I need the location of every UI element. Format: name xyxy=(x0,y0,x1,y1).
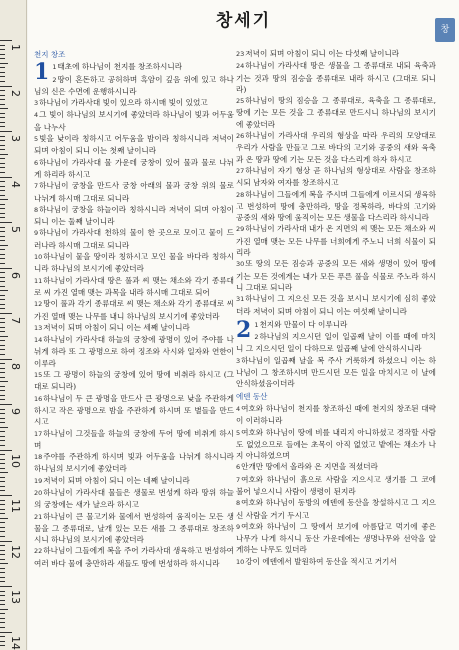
verse xyxy=(236,474,436,498)
verse-text: 하나님이 그들에게 복을 주어 가라사대 생육하고 번성하여 여러 바다 물에 충만하라 새들도 땅에 번성하라 하시니라 xyxy=(34,546,234,568)
ruler-tick xyxy=(0,427,8,428)
verse-number: 19 xyxy=(34,476,43,485)
verse-number: 5 xyxy=(236,428,241,437)
ruler-tick xyxy=(0,618,5,619)
verse xyxy=(34,545,234,569)
ruler-tick xyxy=(0,536,5,537)
verse xyxy=(34,251,234,275)
ruler-tick xyxy=(0,172,5,173)
ruler-tick xyxy=(0,591,5,592)
verse-text: 하나님이 가라사대 우리의 형상을 따라 우리의 모양대로 우리가 사람을 만들고 그로 바다의 고기와 공중의 새와 육축과 온 땅과 땅에 기는 모든 것을 다스리게 하자 하시고 xyxy=(236,131,436,164)
section-heading: 천지 창조 xyxy=(34,50,66,59)
verse-number: 22 xyxy=(34,547,43,556)
ruler-tick xyxy=(0,313,12,314)
ruler-tick xyxy=(0,222,12,223)
verse-number: 4 xyxy=(34,111,39,120)
verse xyxy=(34,97,234,109)
ruler-tick xyxy=(0,336,8,337)
verse xyxy=(34,298,234,322)
ruler-tick xyxy=(0,199,8,200)
verse xyxy=(236,521,436,556)
ruler-tick xyxy=(0,440,5,441)
verse-text: 땅이 혼돈하고 공허하며 흑암이 깊음 위에 있고 하나님의 신은 수면에 운행하시니라 xyxy=(34,74,234,96)
ruler-tick xyxy=(0,54,5,55)
ruler-tick xyxy=(0,163,5,164)
verse-text: 하나님이 일곱째 날을 복 주사 거룩하게 하셨으니 이는 하나님이 그 창조하시며 만드시던 모든 일을 마치시고 이 날에 안식하셨음이더라 xyxy=(236,355,436,389)
ruler-tick xyxy=(0,613,5,614)
verse xyxy=(236,258,436,293)
ruler-tick xyxy=(0,167,5,168)
ruler-tick xyxy=(0,208,5,209)
ruler-tick xyxy=(0,490,5,491)
ruler-tick xyxy=(0,368,5,369)
ruler-tick xyxy=(0,154,8,155)
verse xyxy=(34,133,234,157)
ruler-tick xyxy=(0,76,5,77)
verse-number: 30 xyxy=(236,260,245,269)
ruler-number: 11 xyxy=(9,499,22,513)
ruler-number: 10 xyxy=(9,453,22,468)
ruler-tick xyxy=(0,327,5,328)
ruler-tick xyxy=(0,550,5,551)
ruler-number: 6 xyxy=(9,271,22,279)
ruler-tick xyxy=(0,177,12,178)
ruler-tick xyxy=(0,359,12,360)
verse-number: 11 xyxy=(34,276,43,285)
ruler-tick xyxy=(0,340,5,341)
verse xyxy=(34,511,234,546)
verse-list xyxy=(236,48,436,317)
verse xyxy=(236,497,436,521)
ruler-tick xyxy=(0,513,5,514)
ruler-tick xyxy=(0,363,5,364)
ruler-tick xyxy=(0,45,5,46)
verse-text: 하나님이 자기 형상 곧 하나님의 형상대로 사람을 창조하시되 남자와 여자를 창조하시고 xyxy=(236,165,436,188)
verse-text: 여호와 하나님이 땅에 비를 내리지 아니하셨고 경작할 사람도 없었으므로 들에는 초목이 아직 없었고 밭에는 채소가 나지 아니하였으며 xyxy=(236,427,436,461)
verse-number: 16 xyxy=(34,394,43,403)
verse-text: 하나님이 두 큰 광명을 만드사 큰 광명으로 낮을 주관하게 하시고 작은 광명으로 밤을 주관하게 하시며 또 별들을 만드시고 xyxy=(34,393,234,427)
ruler-tick xyxy=(0,645,5,646)
ruler-tick xyxy=(0,636,5,637)
section-heading: 에덴 동산 xyxy=(236,391,268,401)
verse-number: 13 xyxy=(34,323,43,332)
verse-number: 7 xyxy=(34,182,39,191)
verse-number: 21 xyxy=(34,512,43,521)
verse-number: 10 xyxy=(236,557,245,566)
verse-number: 8 xyxy=(236,499,241,508)
ruler-tick xyxy=(0,431,5,432)
verse-text: 하나님이 그들에게 복을 주시며 그들에게 이르시되 생육하고 번성하여 땅에 충만하라, 땅을 정복하라, 바다의 고기와 공중의 새와 땅에 움직이는 모든 생물을 다스리라 하시니라 xyxy=(236,189,436,223)
ruler-tick xyxy=(0,213,5,214)
verse xyxy=(34,369,234,393)
ruler-number: 3 xyxy=(9,135,22,142)
ruler-tick xyxy=(0,595,5,596)
ruler-tick xyxy=(0,81,5,82)
verse-text: 여호와 하나님이 동방의 에덴에 동산을 창설하시고 그 지으신 사람을 거기 두시고 xyxy=(236,498,436,520)
ruler-tick xyxy=(0,386,5,387)
ruler-tick xyxy=(0,63,8,64)
ruler-tick xyxy=(0,486,5,487)
ruler-tick xyxy=(0,195,5,196)
ruler-tick xyxy=(0,277,5,278)
ruler-tick xyxy=(0,249,5,250)
right-column xyxy=(236,48,436,568)
ruler-tick xyxy=(0,568,5,569)
verse-text: 또 그 광명이 하늘의 궁창에 있어 땅에 비취라 하시고 (그대로 되니라) xyxy=(34,370,234,392)
verse-number: 9 xyxy=(34,229,39,238)
verse-text: 하나님이 가라사대 땅은 풀과 씨 맺는 채소와 각기 종류대로 씨 가진 열매 맺는 과목을 내라 하시매 그대로 되어 xyxy=(34,275,234,297)
ruler-tick xyxy=(0,622,5,623)
ruler-tick xyxy=(0,454,5,455)
ruler-tick xyxy=(0,281,5,282)
verse xyxy=(236,427,436,462)
ruler-tick xyxy=(0,518,8,519)
verse-text: 하나님이 가라사대 물들은 생물로 번성케 하라 땅위 하늘의 궁창에는 새가 날으라 하시고 xyxy=(34,487,234,510)
ruler-tick xyxy=(0,254,5,255)
verse xyxy=(34,451,234,475)
ruler-tick xyxy=(0,186,5,187)
ruler-tick xyxy=(0,381,8,382)
verse-number: 5 xyxy=(34,135,39,144)
verse xyxy=(236,293,436,317)
verse-text: 주야를 주관하게 하시며 빛과 어두움을 나뉘게 하시니라 하나님의 보시기에 좋았더라 xyxy=(34,452,234,474)
ruler-tick xyxy=(0,236,5,237)
ruler-tick xyxy=(0,318,5,319)
ruler-tick xyxy=(0,504,5,505)
ruler-tick xyxy=(0,372,5,373)
verse-text: 하나님이 궁창을 만드사 궁창 아래의 물과 궁창 위의 물로 나뉘게 하시매 그대로 되니라 xyxy=(34,181,234,203)
ruler-tick xyxy=(0,245,8,246)
verse-number: 15 xyxy=(34,371,43,380)
ruler-tick xyxy=(0,572,5,573)
verse-text: 하나님이 땅의 짐승을 그 종류대로, 육축을 그 종류대로, 땅에 기는 모든 것을 그 종류대로 만드시니 하나님의 보시기에 좋았더라 xyxy=(236,96,436,129)
verse-text: 하나님이 가라사대 내가 온 지면의 씨 맺는 모든 채소와 씨 가진 열매 맺는 모든 나무를 너희에게 주노니 너희 식물이 되리라 xyxy=(236,224,436,258)
ruler-tick xyxy=(0,122,5,123)
ruler-tick xyxy=(0,545,5,546)
page-title: 창세기 xyxy=(215,11,272,31)
ruler-tick xyxy=(0,472,8,473)
ruler-tick xyxy=(0,600,5,601)
ruler-tick xyxy=(0,349,5,350)
ruler-tick xyxy=(0,99,5,100)
verse xyxy=(236,60,436,95)
ruler-tick xyxy=(0,586,12,587)
ruler-tick xyxy=(0,445,5,446)
ruler-tick xyxy=(0,563,8,564)
ruler-tick xyxy=(0,641,5,642)
ruler-tick xyxy=(0,295,5,296)
ruler-tick xyxy=(0,422,5,423)
bible-page xyxy=(28,0,459,650)
ruler-tick xyxy=(0,413,5,414)
verse xyxy=(34,204,234,228)
verse-text: 하나님이 가라사대 하늘의 궁창에 광명이 있어 주야를 나뉘게 하라 또 그 광명으로 하여 징조와 사시와 일자와 연한이 이루라 xyxy=(34,335,234,368)
verse-text: 그 빛이 하나님의 보시기에 좋았더라 하나님이 빛과 어두움을 나누사 xyxy=(34,110,234,132)
verse-number: 3 xyxy=(236,356,241,365)
ruler-tick xyxy=(0,58,5,59)
verse-number: 20 xyxy=(34,488,43,497)
ruler-tick xyxy=(0,531,5,532)
ruler-tick xyxy=(0,418,5,419)
book-tab: 창 xyxy=(435,18,455,42)
ruler-tick xyxy=(0,272,5,273)
ruler-tick xyxy=(0,149,5,150)
verse: 1천지와 만물이 다 이루니라 xyxy=(254,319,348,329)
ruler-tick xyxy=(0,436,5,437)
ruler-tick xyxy=(0,409,5,410)
ruler-tick xyxy=(0,331,5,332)
verse-list xyxy=(236,403,436,568)
ruler-tick xyxy=(0,131,12,132)
verse xyxy=(236,461,436,473)
ruler-tick xyxy=(0,299,5,300)
ruler-tick xyxy=(0,231,5,232)
ruler-tick xyxy=(0,541,12,542)
ruler-number: 2 xyxy=(9,89,22,97)
ruler-tick xyxy=(0,304,5,305)
verse xyxy=(34,180,234,204)
ruler-tick xyxy=(0,227,5,228)
verse xyxy=(34,74,234,98)
verse xyxy=(236,556,436,568)
verse-text: 하나님이 가라사대 천하의 물이 한 곳으로 모이고 뭍이 드러나라 하시매 그대로 되니라 xyxy=(34,228,234,250)
verse xyxy=(236,48,436,60)
ruler-tick xyxy=(0,240,5,241)
ruler-tick xyxy=(0,286,5,287)
verse-number: 3 xyxy=(34,99,39,108)
ruler-tick xyxy=(0,90,5,91)
ruler-tick xyxy=(0,322,5,323)
ruler-tick xyxy=(0,290,8,291)
verse-number: 27 xyxy=(236,166,245,175)
ruler-tick xyxy=(0,559,5,560)
ruler-tick xyxy=(0,399,5,400)
ruler-tick xyxy=(0,263,5,264)
verse xyxy=(236,130,436,165)
verse-number: 2 xyxy=(254,333,259,342)
verse-text: 태초에 하나님이 천지를 창조하시니라 xyxy=(57,62,183,72)
verse-number: 31 xyxy=(236,295,245,304)
ruler-number: 5 xyxy=(9,226,22,233)
ruler-tick xyxy=(0,577,5,578)
ruler-tick xyxy=(0,40,12,41)
verse-number: 29 xyxy=(236,225,245,234)
verse-text: 저녁이 되며 아침이 되니 이는 네째 날이니라 xyxy=(43,475,190,485)
ruler-number: 12 xyxy=(9,544,22,559)
ruler-tick xyxy=(0,95,5,96)
ruler-tick xyxy=(0,181,5,182)
ruler-tick xyxy=(0,258,5,259)
verse-text: 강이 에덴에서 발원하여 동산을 적시고 거기서 xyxy=(245,556,397,566)
ruler-number: 9 xyxy=(9,408,22,415)
ruler-tick xyxy=(0,395,5,396)
ruler-tick xyxy=(0,72,5,73)
ruler-tick xyxy=(0,581,5,582)
ruler-tick xyxy=(0,117,5,118)
left-column xyxy=(34,48,234,569)
ruler-number: 14 xyxy=(9,635,22,650)
ruler-tick xyxy=(0,527,5,528)
verse-list xyxy=(236,331,436,389)
ruler-tick xyxy=(0,477,5,478)
chapter-number: 2 xyxy=(236,316,252,343)
ruler-tick xyxy=(0,522,5,523)
ruler-tick xyxy=(0,145,5,146)
verse-text: 하나님이 큰 물고기와 물에서 번성하여 움직이는 모든 생물을 그 종류대로, 날개 있는 모든 새를 그 종류대로 창조하시니 하나님의 보시기에 좋았더라 xyxy=(34,511,234,545)
verse xyxy=(34,428,234,452)
verse xyxy=(236,331,436,355)
verse-list xyxy=(34,61,234,569)
verse-text: 안개만 땅에서 올라와 온 지면을 적셨더라 xyxy=(241,462,378,472)
verse-text: 저녁이 되며 아침이 되니 이는 다섯째 날이니라 xyxy=(245,49,400,58)
verse-number: 9 xyxy=(236,522,241,531)
verse-number: 18 xyxy=(34,453,43,462)
ruler-tick xyxy=(0,104,5,105)
verse-number: 23 xyxy=(236,50,245,58)
verse-text: 하나님이 그것들을 하늘의 궁창에 두어 땅에 비취게 하시며 xyxy=(34,428,234,450)
ruler-tick xyxy=(0,468,5,469)
ruler-tick xyxy=(0,217,5,218)
verse-number: 4 xyxy=(236,404,241,413)
verse-number: 28 xyxy=(236,190,245,199)
verse-text: 여호와 하나님이 그 땅에서 보기에 아름답고 먹기에 좋은 나무가 나게 하시니 동산 가운데에는 생명나무와 선악을 알게하는 나무도 있더라 xyxy=(236,521,436,555)
ruler-tick xyxy=(0,500,5,501)
verse-text: 하나님이 뭍을 땅이라 칭하시고 모인 물을 바다라 칭하시니라 하나님의 보시기에 좋았더라 xyxy=(34,252,234,274)
verse-number: 12 xyxy=(34,300,43,309)
verse xyxy=(34,334,234,369)
ruler-tick xyxy=(0,308,5,309)
verse-number: 1 xyxy=(52,63,57,72)
ruler-tick xyxy=(0,354,5,355)
ruler-number: 13 xyxy=(9,590,22,604)
ruler-tick xyxy=(0,345,5,346)
verse-text: 여호와 하나님이 천지를 창조하신 때에 천지의 창조된 대략이 이러하니라 xyxy=(236,403,436,426)
ruler-tick xyxy=(0,190,5,191)
ruler-tick xyxy=(0,136,5,137)
verse-number: 10 xyxy=(34,253,43,262)
ruler-tick xyxy=(0,609,8,610)
ruler-tick xyxy=(0,86,12,87)
verse-number: 6 xyxy=(34,158,39,167)
ruler-tick xyxy=(0,604,5,605)
verse-text: 하나님이 궁창을 하늘이라 칭하시니라 저녁이 되며 아침이 되니 이는 둘째 날이니라 xyxy=(34,204,234,227)
verse xyxy=(34,61,234,73)
ruler-tick xyxy=(0,463,5,464)
ruler-number: 7 xyxy=(9,317,22,324)
ruler-tick xyxy=(0,268,12,269)
measuring-ruler xyxy=(0,0,27,650)
verse-text: 빛을 낮이라 칭하시고 어두움을 밤이라 칭하시니라 저녁이 되며 아침이 되니 이는 첫째 날이니라 xyxy=(34,134,234,156)
verse-text: 저녁이 되며 아침이 되니 이는 세째 날이니라 xyxy=(43,322,190,332)
ruler-tick xyxy=(0,158,5,159)
ruler-tick xyxy=(0,390,5,391)
ruler-tick xyxy=(0,627,5,628)
ruler-tick xyxy=(0,459,5,460)
ruler-number: 8 xyxy=(9,362,22,370)
verse xyxy=(34,393,234,428)
verse-text: 하나님이 가라사대 물 가운데 궁창이 있어 물과 물로 나뉘게 하리라 하시고 xyxy=(34,157,234,179)
ruler-tick xyxy=(0,554,5,555)
verse xyxy=(34,227,234,251)
verse xyxy=(236,223,436,258)
verse xyxy=(34,322,234,334)
ruler-tick xyxy=(0,509,5,510)
verse xyxy=(34,487,234,511)
verse-text: 하나님이 가라사대 빛이 있으라 하시매 빛이 있었고 xyxy=(39,98,208,108)
verse-number: 7 xyxy=(236,475,241,484)
verse xyxy=(236,95,436,130)
verse-text: 하나님이 가라사대 땅은 생물을 그 종류대로 내되 육축과 기는 것과 땅의 짐승을 종류대로 내라 하시고 (그대로 되니라) xyxy=(236,61,436,94)
verse-number: 6 xyxy=(236,463,241,472)
ruler-tick xyxy=(0,113,5,114)
ruler-tick xyxy=(0,49,5,50)
ruler-tick xyxy=(0,377,5,378)
ruler-number: 4 xyxy=(9,180,22,188)
verse-number: 8 xyxy=(34,205,39,214)
verse xyxy=(236,165,436,189)
ruler-number: 1 xyxy=(9,44,22,51)
verse-number: 2 xyxy=(52,75,57,84)
verse-text: 여호와 하나님이 흙으로 사람을 지으시고 생기를 그 코에 불어 넣으시니 사람이 생령이 된지라 xyxy=(236,474,436,496)
verse-number: 26 xyxy=(236,132,245,141)
verse xyxy=(34,109,234,133)
verse xyxy=(236,355,436,390)
ruler-tick xyxy=(0,404,12,405)
verse-text: 또 땅의 모든 짐승과 공중의 모든 새와 생명이 있어 땅에 기는 모든 것에게는 내가 모든 푸른 풀을 식물로 주노라 하시니 그대로 되니라 xyxy=(236,259,436,292)
verse-text: 하나님의 지으시던 일이 일곱째 날이 이를 때에 마치니 그 지으시던 일이 다하므로 일곱째 날에 안식하시니라 xyxy=(236,332,436,354)
ruler-tick xyxy=(0,632,12,633)
verse-number: 17 xyxy=(34,429,43,438)
ruler-tick xyxy=(0,481,5,482)
verse xyxy=(34,475,234,487)
verse-text: 땅이 풀과 각기 종류대로 씨 맺는 채소와 각기 종류대로 씨 가진 열매 맺는 나무를 내니 하나님의 보시기에 좋았더라 xyxy=(34,299,234,321)
verse-text: 하나님이 그 지으신 모든 것을 보시니 보시기에 심히 좋았더라 저녁이 되며 아침이 되니 이는 여섯째 날이니라 xyxy=(236,294,436,316)
verse-number: 25 xyxy=(236,97,245,106)
chapter-number: 1 xyxy=(34,59,50,86)
verse xyxy=(34,157,234,181)
ruler-tick xyxy=(0,67,5,68)
ruler-tick xyxy=(0,450,12,451)
verse-number: 24 xyxy=(236,62,245,71)
ruler-tick xyxy=(0,108,8,109)
verse xyxy=(34,275,234,299)
ruler-tick xyxy=(0,126,5,127)
verse xyxy=(236,189,436,224)
verse xyxy=(236,403,436,427)
ruler-tick xyxy=(0,495,12,496)
ruler-tick xyxy=(0,140,5,141)
verse-number: 14 xyxy=(34,336,43,345)
ruler-tick xyxy=(0,204,5,205)
